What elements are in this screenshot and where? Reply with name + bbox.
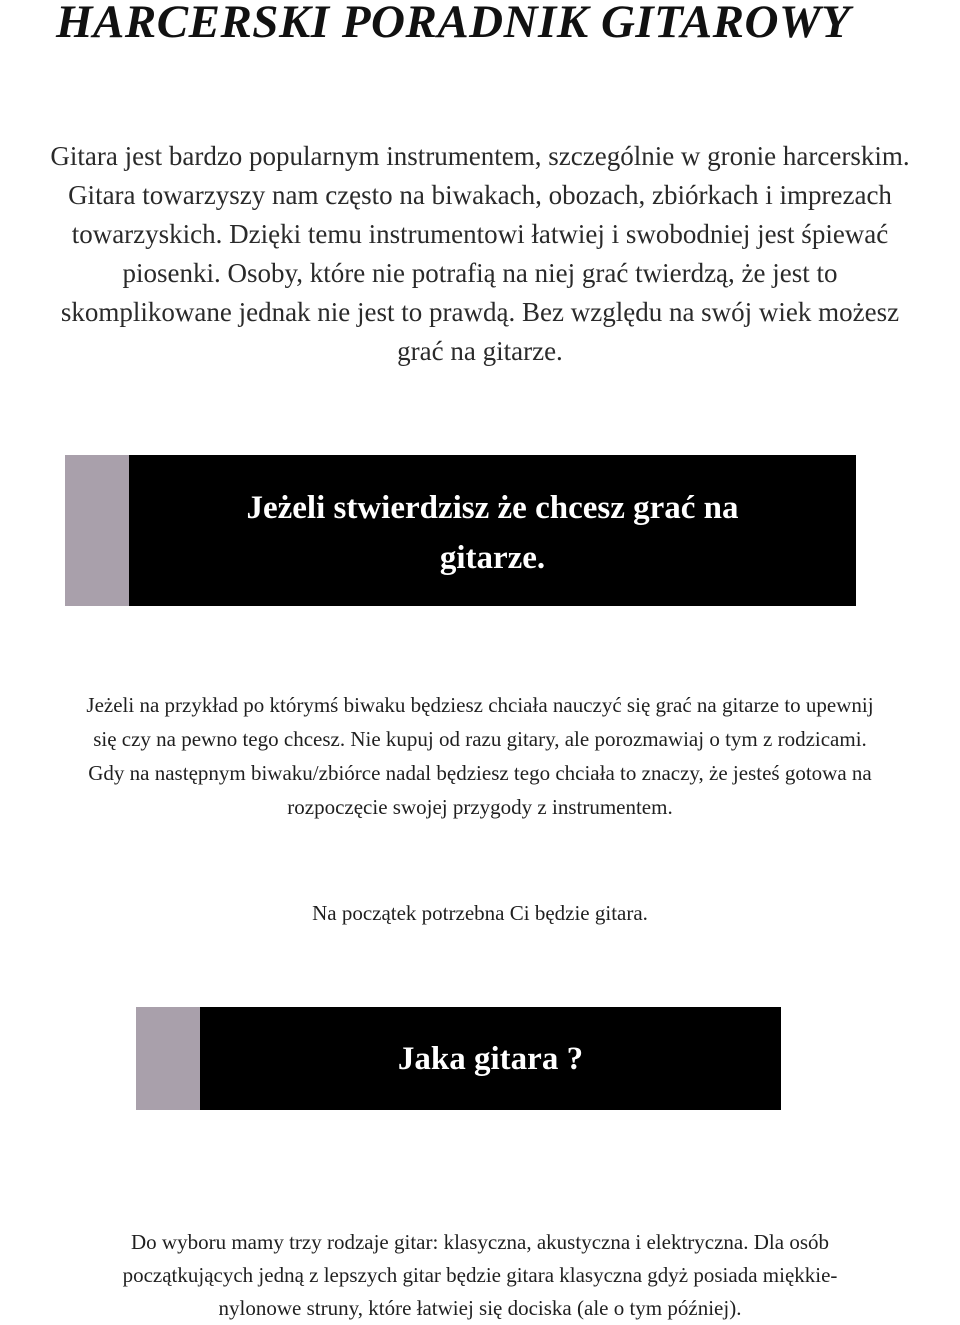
note-line: Na początek potrzebna Ci będzie gitara. (312, 901, 648, 925)
section-heading (129, 455, 856, 606)
intro-line: grać na gitarze. (397, 336, 563, 366)
section-heading-line: Jaka gitara ? (397, 1040, 584, 1077)
section1-paragraph (0, 688, 960, 824)
paragraph-line: się czy na pewno tego chcesz. Nie kupuj od razu gitary, ale porozmawiaj o tym z rodzicami. (93, 727, 867, 751)
paragraph-line: Gdy na następnym biwaku/zbiórce nadal będziesz tego chciała to znaczy, że jesteś gotowa na (88, 761, 872, 785)
section-heading-line: Jeżeli stwierdzisz że chcesz grać na (246, 489, 739, 526)
paragraph-line: Do wyboru mamy trzy rodzaje gitar: klasyczna, akustyczna i elektryczna. Dla osób (131, 1230, 829, 1254)
paragraph-line: nylonowe struny, które łatwiej się dociska (ale o tym później). (218, 1296, 742, 1320)
paragraph-line: rozpoczęcie swojej przygody z instrumentem. (287, 795, 673, 819)
intro-line: Gitara towarzyszy nam często na biwakach, obozach, zbiórkach i imprezach (68, 180, 892, 210)
section-banner-want-to-play (65, 455, 856, 606)
section-heading (200, 1007, 781, 1110)
banner-accent-bar (136, 1007, 200, 1110)
paragraph-line: Jeżeli na przykład po którymś biwaku będziesz chciała nauczyć się grać na gitarze to upewnij (86, 693, 874, 717)
section-heading-line: gitarze. (439, 539, 546, 576)
intro-line: towarzyskich. Dzięki temu instrumentowi łatwiej i swobodniej jest śpiewać (71, 219, 889, 249)
paragraph-line: początkujących jedną z lepszych gitar będzie gitara klasyczna gdyż posiada miękkie- (122, 1263, 838, 1287)
intro-line: Gitara jest bardzo popularnym instrumentem, szczególnie w gronie harcerskim. (50, 141, 910, 171)
section1-note (0, 896, 960, 930)
page-title: HARCERSKI PORADNIK GITAROWY (56, 0, 851, 48)
intro-line: piosenki. Osoby, które nie potrafią na niej grać twierdzą, że jest to (122, 258, 838, 288)
banner-accent-bar (65, 455, 129, 606)
section-banner-which-guitar (136, 1007, 781, 1110)
intro-paragraph (0, 137, 960, 371)
intro-line: skomplikowane jednak nie jest to prawdą. Bez względu na swój wiek możesz (60, 297, 900, 327)
section2-paragraph (0, 1226, 960, 1325)
